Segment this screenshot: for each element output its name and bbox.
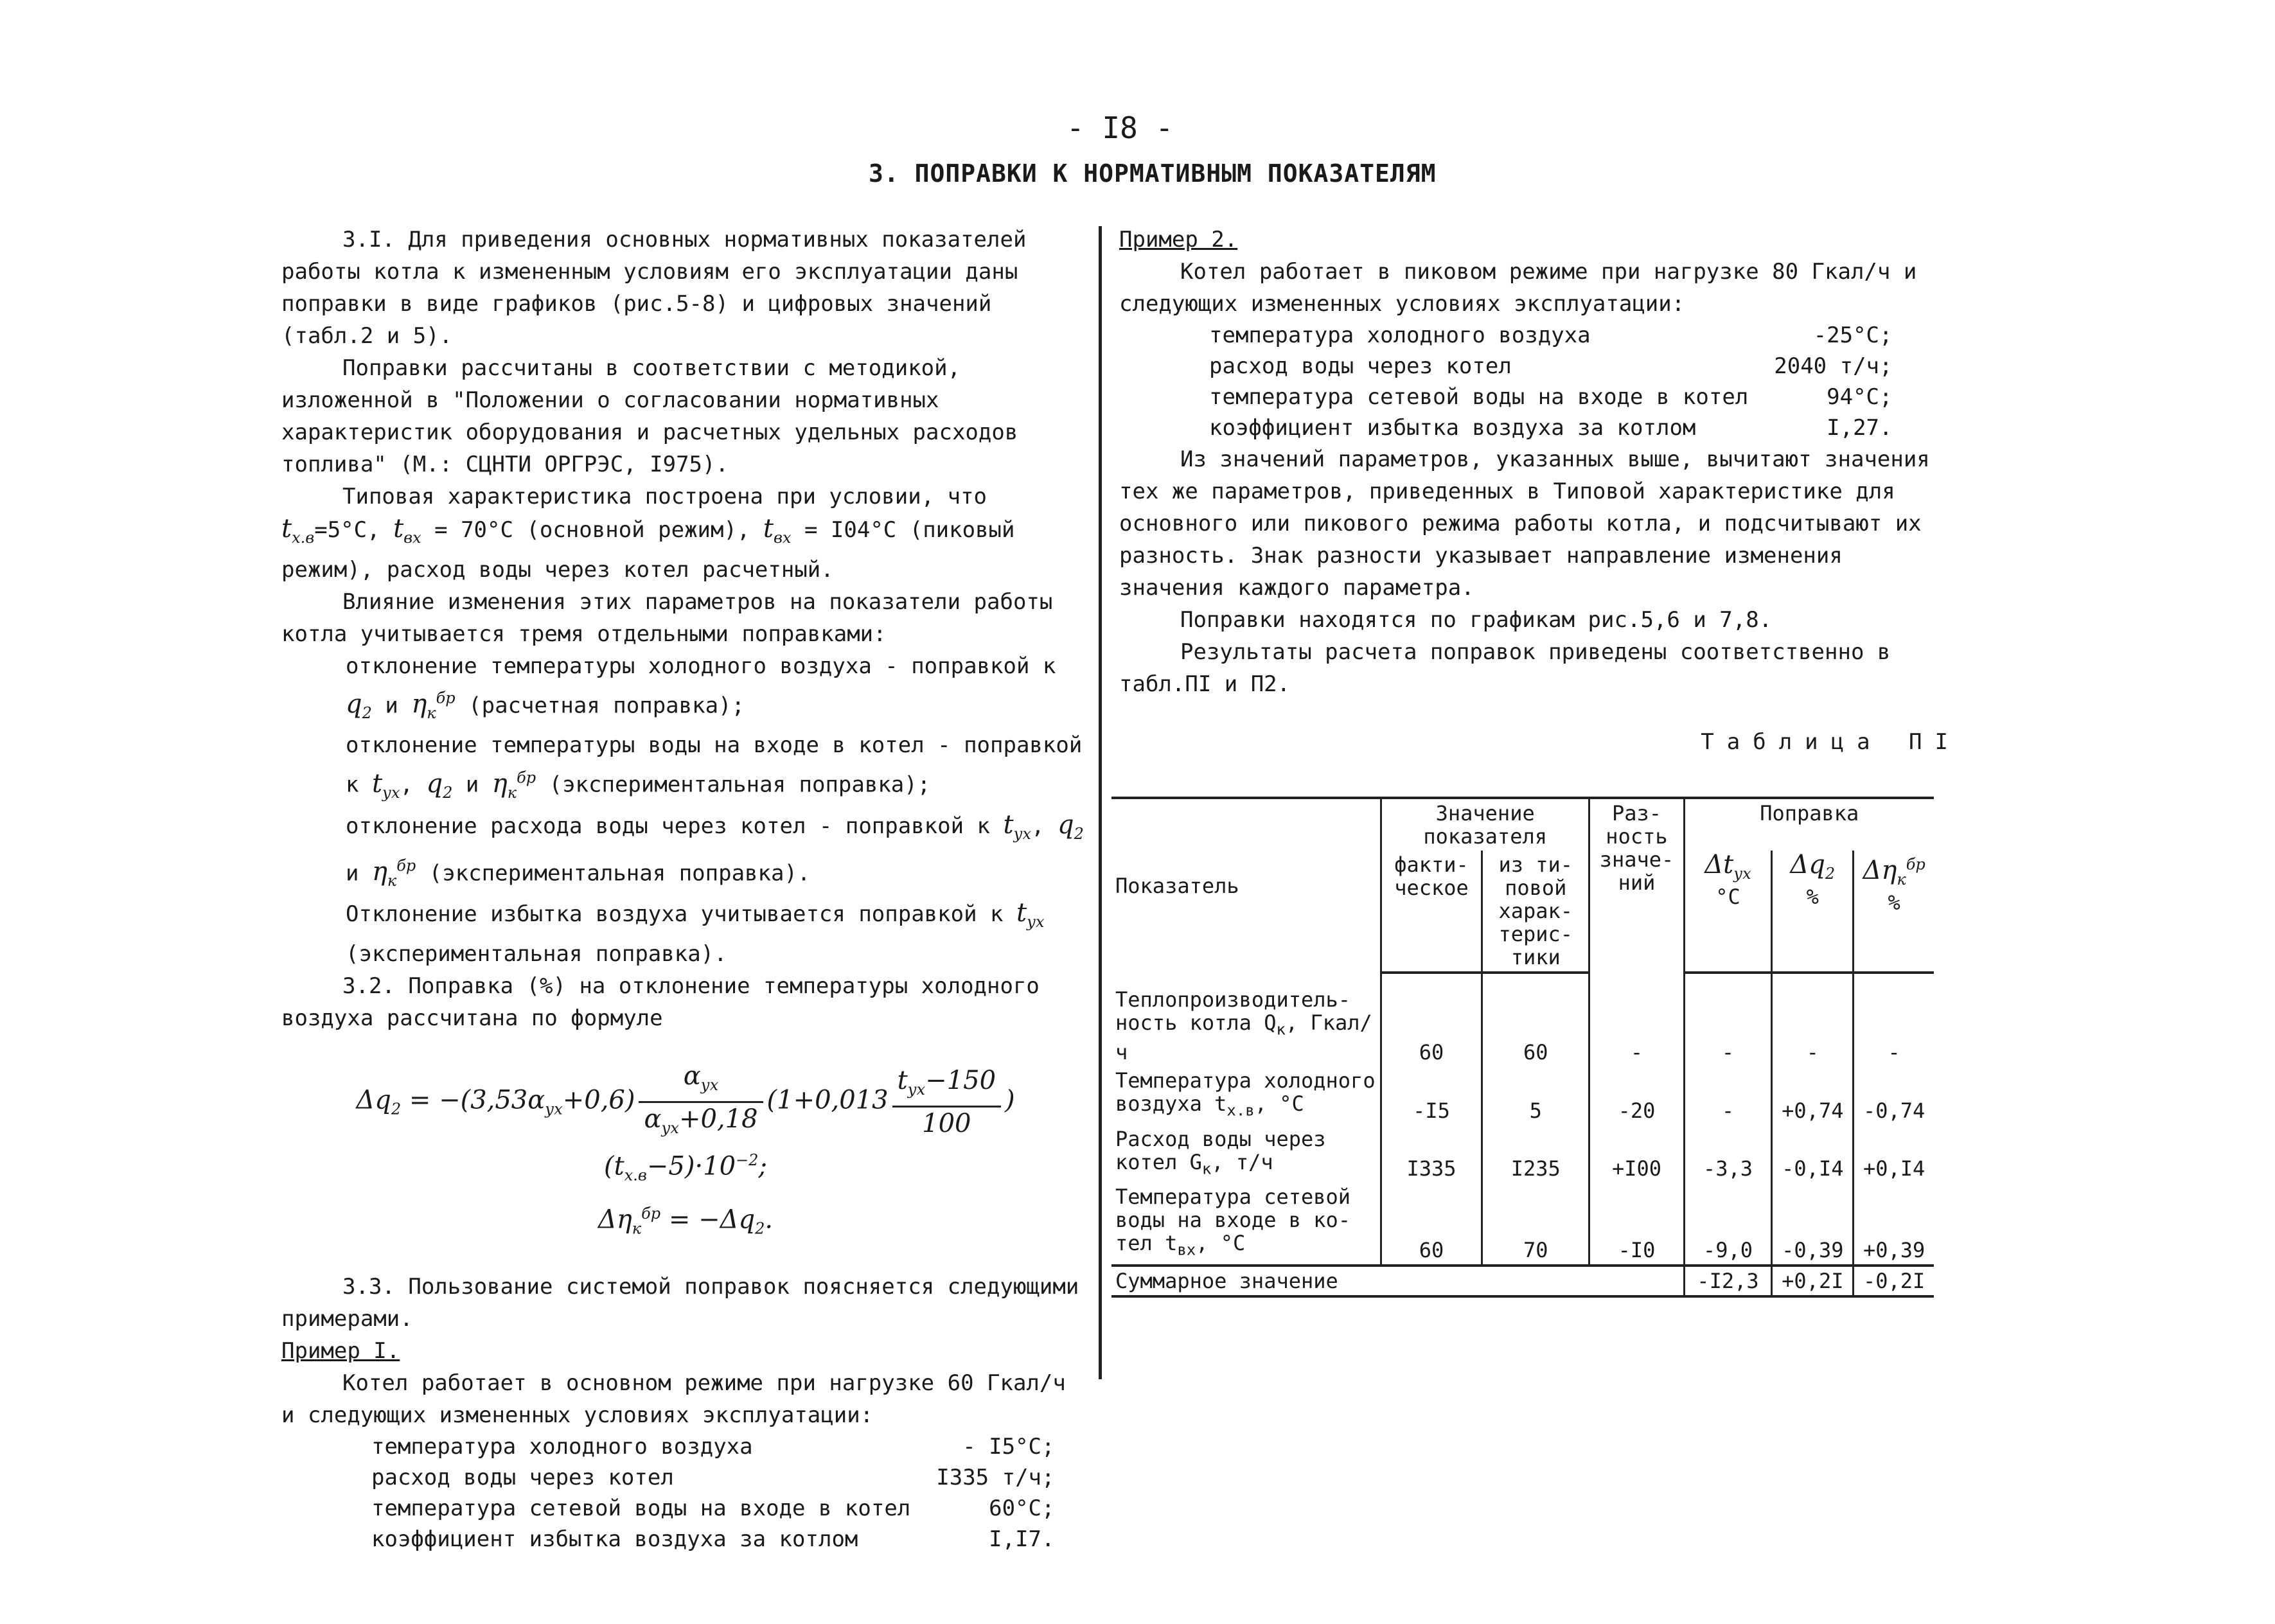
t-inlet-symbol: $t_{вх}$ xyxy=(763,514,792,547)
text: (экспериментальная поправка); xyxy=(549,772,931,798)
paragraph-typical-conditions xyxy=(281,481,1090,586)
eta-symbol: $\eta_к^{бр}$ xyxy=(491,768,536,802)
page-number: - I8 - xyxy=(1067,110,1174,145)
param-row xyxy=(371,1524,1055,1555)
param-value: - I5°С; xyxy=(962,1433,1055,1460)
fraction: $\frac{\alpha_{ух}}{\alpha_{ух}+0,18}$ xyxy=(639,1060,763,1144)
param-row xyxy=(1209,382,1893,412)
table-header-row xyxy=(1111,798,1934,851)
header-value-group: Значение показателя xyxy=(1381,798,1589,851)
cell-d-q2: -0,I4 xyxy=(1772,1125,1854,1183)
text: (расчетная поправка); xyxy=(468,693,745,719)
param-name: температура холодного воздуха xyxy=(1209,322,1591,348)
sum-d-tyx: -I2,3 xyxy=(1684,1266,1772,1296)
text: отклонение температуры воды на входе в котел - поправкой к xyxy=(346,732,1083,798)
cell-d-eta: - xyxy=(1854,973,1934,1066)
header-correction-group: Поправка xyxy=(1684,798,1934,851)
section-title: 3. ПОПРАВКИ К НОРМАТИВНЫМ ПОКАЗАТЕЛЯМ xyxy=(869,159,1437,188)
text: Температура сетевой воды на входе в ко-тел t xyxy=(1115,1185,1351,1256)
table-row xyxy=(1111,1125,1934,1183)
cell-typical: 60 xyxy=(1482,973,1589,1066)
text: = 70°С (основной режим), xyxy=(434,517,750,543)
formula-q2-correction: $\Delta q_2 = -(3,53\alpha_{ух}+0,6)$ $\frac{\alpha_{ух}}{\alpha_{ух}+0,18}$ (1+0,013 $\frac{t_{ух}-150}{100}$ )$(t_{х.в}-5)\cdot 10^{-2}$; xyxy=(356,1061,1015,1185)
cell-typical: I235 xyxy=(1482,1125,1589,1183)
param-value: 94°С; xyxy=(1827,384,1893,410)
param-value: I335 т/ч; xyxy=(936,1464,1055,1490)
cell-diff: -20 xyxy=(1589,1066,1684,1124)
text: , °С xyxy=(1196,1231,1246,1256)
header-d-eta xyxy=(1854,851,1934,973)
param-name: расход воды через котел xyxy=(371,1464,674,1490)
cell-actual: 60 xyxy=(1381,973,1482,1066)
cell-d-eta: +0,I4 xyxy=(1854,1125,1934,1183)
delta-q2-symbol: $\Delta q_2$ xyxy=(1790,850,1836,883)
param-value: -25°С; xyxy=(1813,322,1893,348)
cell-d-eta: -0,74 xyxy=(1854,1066,1934,1124)
column-divider xyxy=(1099,226,1102,1379)
text: , Гкал/ч xyxy=(1115,1011,1372,1065)
row-label: Теплопроизводитель-ность котла $Q_к$, Гкал/ч xyxy=(1115,987,1372,1065)
text: , °С xyxy=(1254,1091,1304,1116)
param-name: температура сетевой воды на входе в котел xyxy=(371,1495,911,1521)
cell-d-tyx: - xyxy=(1684,973,1772,1066)
param-value: I,I7. xyxy=(989,1526,1055,1552)
param-row xyxy=(1209,351,1893,382)
cell-d-tyx: -9,0 xyxy=(1684,1183,1772,1265)
param-name: температура холодного воздуха xyxy=(371,1433,753,1460)
header-indicator: Показатель xyxy=(1111,798,1381,973)
text: отклонение расхода воды через котел - поправкой к xyxy=(346,813,991,839)
paragraph-3-2: 3.2. Поправка (%) на отклонение температуры холодного воздуха рассчитана по формуле xyxy=(281,973,1040,1031)
row-label: Расход воды через котел $G_к$, т/ч xyxy=(1115,1126,1326,1178)
header-difference: Раз-ность значе-ний xyxy=(1589,798,1684,973)
example-2-params xyxy=(1209,320,1893,443)
sum-label: Суммарное значение xyxy=(1111,1266,1684,1296)
cell-d-tyx: - xyxy=(1684,1066,1772,1124)
text: Теплопроизводитель-ность котла Q xyxy=(1115,987,1351,1035)
header-unit: % xyxy=(1888,890,1900,915)
sum-d-q2: +0,2I xyxy=(1772,1266,1854,1296)
cell-d-eta: +0,39 xyxy=(1854,1183,1934,1265)
cell-d-q2: +0,74 xyxy=(1772,1066,1854,1124)
paragraph-3-1: 3.I. Для приведения основных нормативных показателей работы котла к измененным условиям его эксплуатации даны поправки в виде графиков (рис.5-8) и цифровых значений (табл.2 и 5). xyxy=(281,227,1027,349)
paragraph-influence: Влияние изменения этих параметров на показатели работы котла учитывается тремя отдельными поправками: xyxy=(281,589,1053,647)
formula-eta-correction: $\Delta\eta_к^{бр} = -\Delta q_2$. xyxy=(598,1205,774,1238)
param-name: коэффициент избытка воздуха за котлом xyxy=(1209,415,1696,441)
cell-diff: +I00 xyxy=(1589,1125,1684,1183)
param-name: расход воды через котел xyxy=(1209,353,1512,379)
cell-diff: - xyxy=(1589,973,1684,1066)
param-value: 2040 т/ч; xyxy=(1774,353,1893,379)
paragraph-methodology: Поправки рассчитаны в соответствии с методикой, изложенной в "Положении о согласовании нормативных характеристик оборудования и расчетных удельных расходов топлива" (М.: СЦНТИ ОРГРЭС, I975). xyxy=(281,355,1018,477)
cell-actual: -I5 xyxy=(1381,1066,1482,1124)
param-row xyxy=(371,1462,1055,1493)
fraction: $\frac{t_{ух}-150}{100}$ xyxy=(892,1064,1001,1140)
header-d-q2 xyxy=(1772,851,1854,973)
text: Расход воды через котел G xyxy=(1115,1126,1326,1174)
table-row xyxy=(1111,1066,1934,1124)
param-value: I,27. xyxy=(1827,415,1893,441)
eta-symbol: $\eta_к^{бр}$ xyxy=(371,856,416,890)
param-name: коэффициент избытка воздуха за котлом xyxy=(371,1526,858,1552)
left-column xyxy=(281,224,1090,1555)
header-d-tyx xyxy=(1684,851,1772,973)
text: отклонение температуры холодного воздуха - поправкой к xyxy=(346,653,1056,679)
corrections-table xyxy=(1111,797,1934,1298)
t-exhaust-symbol: $t_{ух}$ xyxy=(1016,897,1045,931)
sum-d-eta: -0,2I xyxy=(1854,1266,1934,1296)
t-inlet-symbol: $t_{вх}$ xyxy=(393,514,421,547)
t-exhaust-symbol: $t_{ух}$ xyxy=(1003,809,1032,843)
delta-eta-symbol: $\Delta\eta_к^{бр}$ xyxy=(1863,856,1925,889)
right-column xyxy=(1115,224,1961,1298)
example-2-text: Котел работает в пиковом режиме при нагрузке 80 Гкал/ч и следующих измененных условиях эксплуатации: xyxy=(1119,259,1917,317)
param-row xyxy=(1209,320,1893,351)
paragraph-difference: Из значений параметров, указанных выше, вычитают значения тех же параметров, приведенных в Типовой характеристике для основного или пикового режима работы котла, и подсчитывают их разность. Знак разности указывает направление изменения значения каждого параметра. xyxy=(1119,446,1930,601)
example-2-title: Пример 2. xyxy=(1119,227,1238,252)
cell-actual: 60 xyxy=(1381,1183,1482,1265)
param-row xyxy=(1209,412,1893,443)
table-title: Таблица ПI xyxy=(1701,729,1961,755)
text: (экспериментальная поправка). xyxy=(346,940,727,967)
header-unit: °С xyxy=(1715,885,1740,909)
list-item-excess-air xyxy=(281,897,1090,970)
text: , т/ч xyxy=(1211,1149,1273,1174)
q2-symbol: $q_2$ xyxy=(1058,809,1084,843)
example-1-text: Котел работает в основном режиме при нагрузке 60 Гкал/ч и следующих измененных условиях эксплуатации: xyxy=(281,1370,1066,1428)
param-name: температура сетевой воды на входе в котел xyxy=(1209,384,1749,410)
header-unit: % xyxy=(1806,885,1819,909)
example-1-title: Пример I. xyxy=(281,1337,400,1364)
param-value: 60°С; xyxy=(989,1495,1055,1521)
cell-typical: 70 xyxy=(1482,1183,1589,1265)
cell-d-tyx: -3,3 xyxy=(1684,1125,1772,1183)
paragraph-3-3: 3.3. Пользование системой поправок поясняется следующими примерами. xyxy=(281,1273,1079,1332)
param-row xyxy=(371,1493,1055,1524)
list-item-water-flow: отклонение расхода воды через котел - поправкой к $t_{ух}$, $q_2$ и $\eta_к^{бр}$ (экспериментальная поправка). xyxy=(346,809,1084,890)
text: Типовая характеристика построена при условии, что xyxy=(342,484,987,509)
cell-d-q2: - xyxy=(1772,973,1854,1066)
t-exhaust-symbol: $t_{ух}$ xyxy=(371,768,400,802)
example-1-params xyxy=(371,1431,1055,1555)
table-row xyxy=(1111,1183,1934,1265)
row-label: Температура сетевой воды на входе в ко-тел $t_{вх}$, °С xyxy=(1115,1185,1351,1259)
cell-actual: I335 xyxy=(1381,1125,1482,1183)
cell-typical: 5 xyxy=(1482,1066,1589,1124)
cell-diff: -I0 xyxy=(1589,1183,1684,1265)
paragraph-graphs: Поправки находятся по графикам рис.5,6 и 7,8. xyxy=(1180,607,1773,633)
cell-d-q2: -0,39 xyxy=(1772,1183,1854,1265)
table-sum-row xyxy=(1111,1266,1934,1296)
row-label: Температура холодного воздуха $t_{х.в}$, °С xyxy=(1115,1068,1376,1120)
param-row xyxy=(371,1431,1055,1462)
text: (экспериментальная поправка). xyxy=(429,860,811,886)
text: = I04°С (пиковый режим), расход воды через котел расчетный. xyxy=(281,517,1015,583)
eta-symbol: $\eta_к^{бр}$ xyxy=(411,689,456,723)
paragraph-results: Результаты расчета поправок приведены соответственно в табл.ПI и П2. xyxy=(1119,639,1891,697)
delta-t-exhaust-symbol: $\Delta t_{ух}$ xyxy=(1704,850,1751,883)
t-cold-air-symbol: $t_{х.в}$ xyxy=(281,514,315,547)
table-row xyxy=(1111,973,1934,1066)
header-actual: факти-ческое xyxy=(1381,851,1482,973)
q2-symbol: $q_2$ xyxy=(346,689,372,723)
text: Температура холодного воздуха t xyxy=(1115,1068,1376,1116)
text: Отклонение избытка воздуха учитывается поправкой к xyxy=(346,901,1004,927)
list-item-cold-air: отклонение температуры холодного воздуха - поправкой к $q_2$ и $\eta_к^{бр}$ (расчетная поправка); xyxy=(346,653,1056,723)
header-typical: из ти-повой харак-терис-тики xyxy=(1482,851,1589,973)
q2-symbol: $q_2$ xyxy=(426,768,453,802)
list-item-water-temp: отклонение температуры воды на входе в котел - поправкой к $t_{ух}$, $q_2$ и $\eta_к^{бр}$ (экспериментальная поправка); xyxy=(346,732,1083,802)
text: =5°С, xyxy=(314,517,380,543)
